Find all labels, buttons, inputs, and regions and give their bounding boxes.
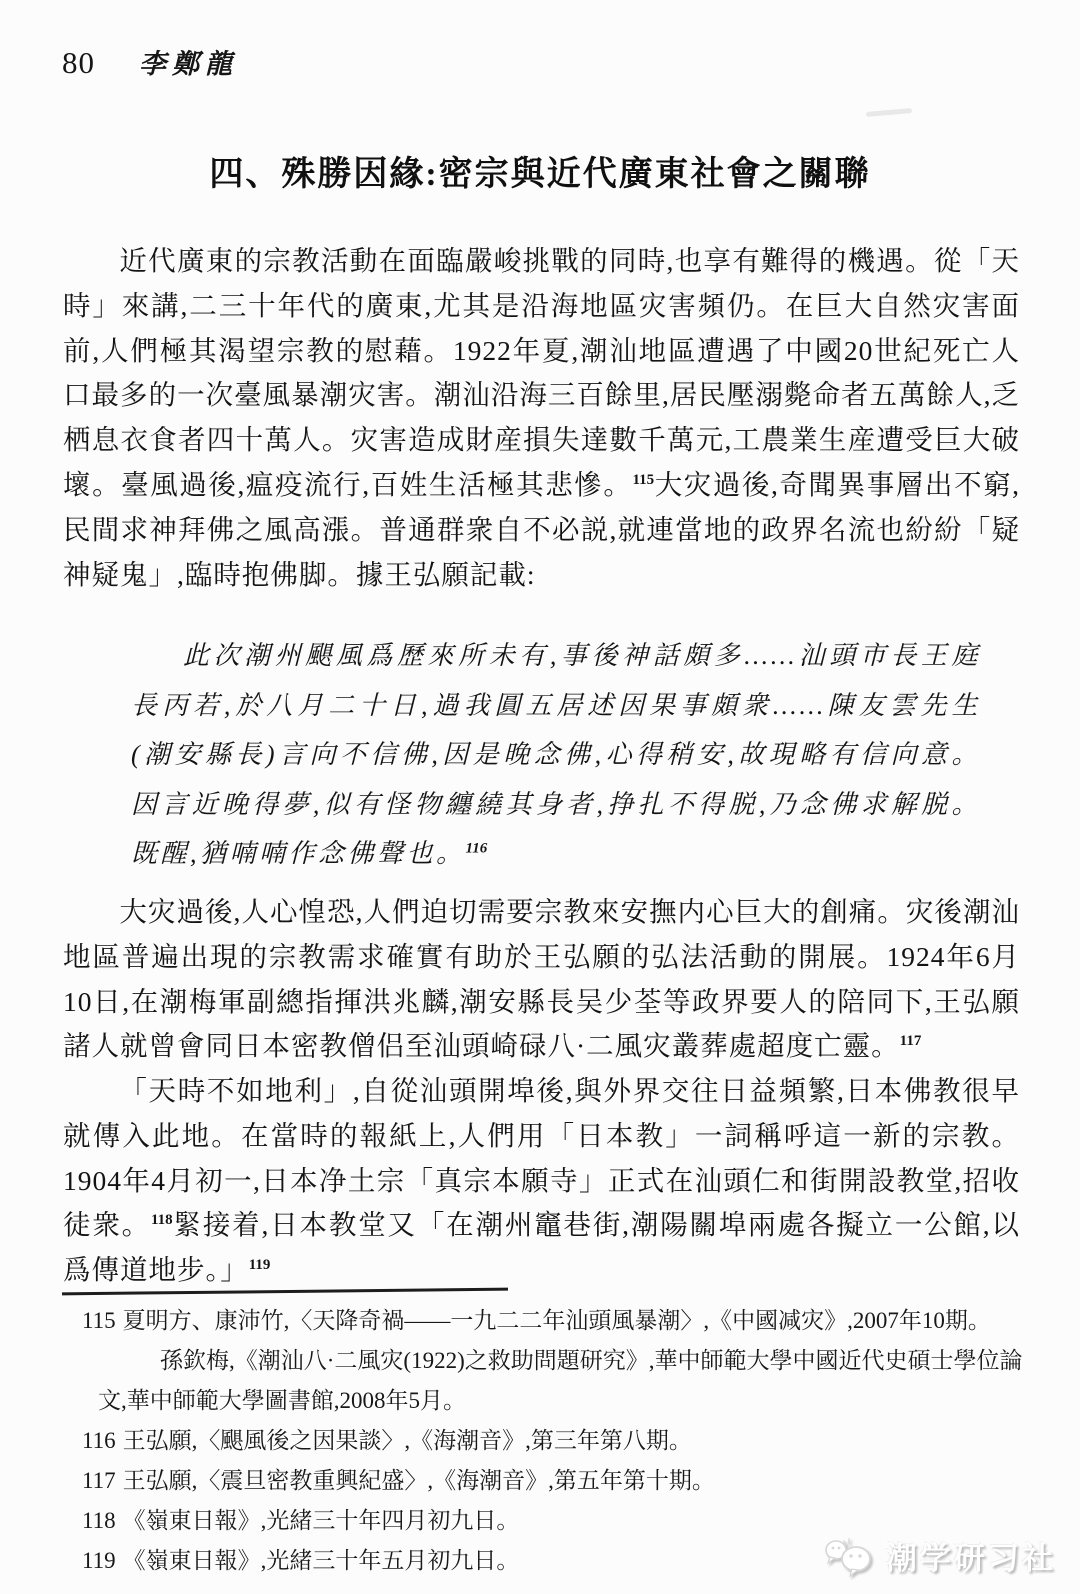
footnote-ref-115: 115: [632, 471, 655, 488]
footnote-118-text: 《嶺東日報》,光緒三十年四月初九日。: [122, 1508, 520, 1533]
footnote-ref-116: 116: [465, 840, 488, 857]
running-author: 李鄭龍: [139, 49, 238, 79]
footnote-119-number: 119: [82, 1548, 116, 1573]
footnote-115-line-1: [82, 1301, 1034, 1341]
footnote-115-number: 115: [82, 1308, 116, 1333]
footnote-118-number: 118: [82, 1508, 116, 1533]
footnote-115-line-3: 文,華中師範大學圖書館,2008年5月。: [98, 1388, 466, 1413]
block-quote: [131, 631, 981, 879]
scan-artifact: [866, 108, 912, 117]
footnote-116-number: 116: [82, 1428, 116, 1453]
watermark: [824, 1533, 1056, 1578]
paragraph-3-text-cont: 緊接着,日本教堂又「在潮州竈巷街,潮陽關埠兩處各擬立一公館,以爲傳道地步。」: [63, 1209, 1021, 1286]
section-heading: 四、殊勝因緣:密宗與近代廣東社會之關聯: [209, 156, 871, 193]
footnote-119-text: 《嶺東日報》,光緒三十年五月初九日。: [122, 1548, 520, 1573]
footnote-ref-117: 117: [899, 1033, 922, 1050]
watermark-text: 潮学研习社: [886, 1541, 1056, 1576]
footnote-115-line-2: 孫欽梅,《潮汕八·二風灾(1922)之救助問題研究》,華中師範大學中國近代史碩士學位論: [160, 1348, 1023, 1373]
paragraph-3: [63, 1069, 1020, 1293]
footnote-117-text: 王弘願,〈震旦密教重興紀盛〉,《海潮音》,第五年第十期。: [122, 1468, 715, 1493]
page-header: [62, 42, 238, 81]
footnote-115-text: 夏明方、康沛竹,〈天降奇禍——一九二二年汕頭風暴潮〉,《中國减灾》,2007年10期。: [122, 1308, 991, 1333]
paragraph-2: [63, 890, 1020, 1069]
quote-text: 此次潮州颶風爲歷來所未有,事後神話頗多……汕頭市長王庭長丙若,於八月二十日,過我圓五居述因果事頗衆……陳友雲先生(潮安縣長)言向不信佛,因是晚念佛,心得稍安,故現略有信向意。因言近晚得夢,似有怪物纏繞其身者,挣扎不得脱,乃念佛求解脱。既醒,猶喃喃作念佛聲也。: [131, 641, 981, 868]
wechat-chat-bubbles-icon: [824, 1535, 876, 1577]
footnote-117: [82, 1461, 1034, 1501]
paragraph-3-text: 「天時不如地利」,自從汕頭開埠後,與外界交往日益頻繁,日本佛教很早就傳入此地。在當時的報紙上,人們用「日本教」一詞稱呼這一新的宗教。1904年4月初一,日本净土宗「真宗本願寺」正式在汕頭仁和街開設教堂,招收徒衆。: [63, 1075, 1020, 1241]
paragraph-1-text: 近代廣東的宗教活動在面臨嚴峻挑戰的同時,也享有難得的機遇。從「天時」來講,二三十年代的廣東,尤其是沿海地區灾害頻仍。在巨大自然灾害面前,人們極其渴望宗教的慰藉。1922年夏,潮汕地區遭遇了中國20世紀死亡人口最多的一次臺風暴潮灾害。潮汕沿海三百餘里,居民壓溺斃命者五萬餘人,乏栖息衣食者四十萬人。灾害造成財産損失達數千萬元,工農業生産遭受巨大破壞。臺風過後,瘟疫流行,百姓生活極其悲慘。: [63, 245, 1020, 500]
paragraph-1-text-cont: 大灾過後,奇聞異事層出不窮,民間求神拜佛之風高漲。普通群衆自不必説,就連當地的政界名流也紛紛「疑神疑鬼」,臨時抱佛脚。據王弘願記載:: [63, 468, 1020, 590]
page-number: 80: [62, 45, 95, 80]
footnote-116-text: 王弘願,〈颶風後之因果談〉,《海潮音》,第三年第八期。: [122, 1428, 692, 1453]
paragraph-2-text: 大灾過後,人心惶恐,人們迫切需要宗教來安撫内心巨大的創痛。灾後潮汕地區普遍出現的宗教需求確實有助於王弘願的弘法活動的開展。1924年6月10日,在潮梅軍副總指揮洪兆麟,潮安縣長吴少荃等政界要人的陪同下,王弘願諸人就曾會同日本密教僧侣至汕頭崎碌八·二風灾叢葬處超度亡靈。: [63, 896, 1020, 1062]
footnote-117-number: 117: [82, 1468, 116, 1493]
footnote-ref-119: 119: [248, 1257, 271, 1274]
footnote-116: [82, 1421, 1034, 1461]
footnote-ref-118: 118: [151, 1212, 173, 1229]
paragraph-1: [63, 239, 1020, 597]
